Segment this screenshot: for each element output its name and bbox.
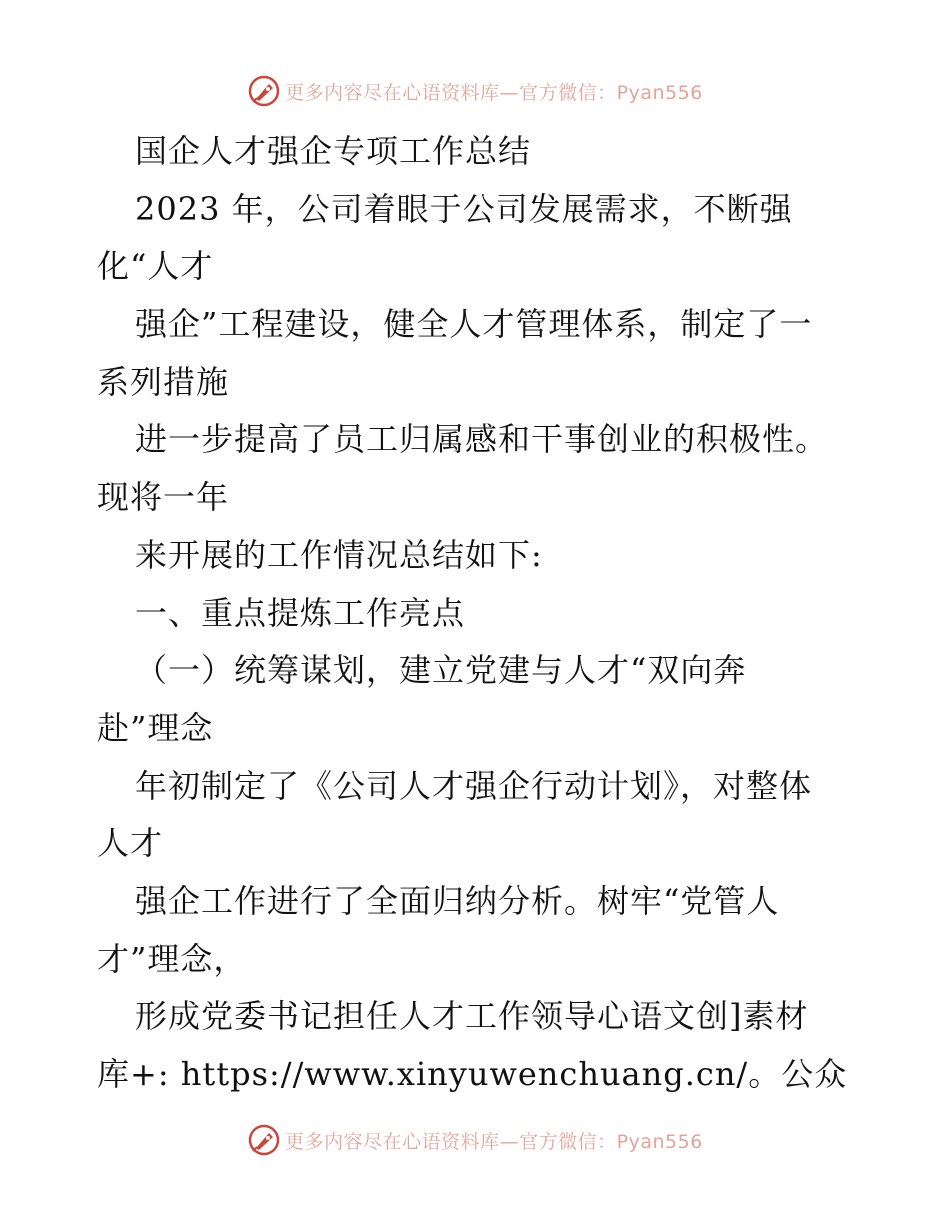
text-line: 强企”工程建设，健全人才管理体系，制定了一 bbox=[135, 305, 813, 344]
text-line: 年初制定了《公司人才强企行动计划》，对整体 bbox=[135, 766, 813, 805]
text-line: 才”理念， bbox=[97, 939, 247, 978]
text-line: 一、重点提炼工作亮点 bbox=[135, 593, 466, 632]
text-line: 国企人才强企专项工作总结 bbox=[135, 132, 532, 170]
text-line: 强企工作进行了全面归纳分析。树牢“党管人 bbox=[135, 881, 780, 920]
pen-nib-circle-icon bbox=[247, 74, 281, 108]
watermark-text: 更多内容尽在心语资料库—官方微信：Pyan556 bbox=[285, 81, 703, 104]
footer-watermark bbox=[0, 1120, 950, 1160]
text-line: （一）统筹谋划，建立党建与人才“双向奔 bbox=[135, 651, 747, 690]
text-line: 进一步提高了员工归属感和干事创业的积极性。 bbox=[135, 420, 829, 459]
document-body bbox=[97, 123, 857, 1104]
watermark-text: 更多内容尽在心语资料库—官方微信：Pyan556 bbox=[285, 1130, 703, 1153]
text-line: 人才 bbox=[97, 824, 164, 863]
header-watermark bbox=[0, 71, 950, 111]
watermark-group bbox=[247, 74, 703, 108]
text-line: 库+: https://www.xinyuwenchuang.cn/。公众 bbox=[97, 1055, 848, 1093]
watermark-group bbox=[247, 1123, 703, 1157]
pen-nib-circle-icon bbox=[247, 1123, 281, 1157]
text-line: 化“人才 bbox=[97, 247, 214, 286]
text-line: 赴”理念 bbox=[97, 708, 214, 747]
text-line: 系列措施 bbox=[97, 362, 230, 401]
text-line: 现将一年 bbox=[97, 478, 230, 517]
text-line: 形成党委书记担任人才工作领导心语文创]素材 bbox=[135, 997, 809, 1036]
text-line: 来开展的工作情况总结如下: bbox=[135, 535, 543, 574]
text-line: 2023 年，公司着眼于公司发展需求，不断强 bbox=[135, 189, 793, 228]
